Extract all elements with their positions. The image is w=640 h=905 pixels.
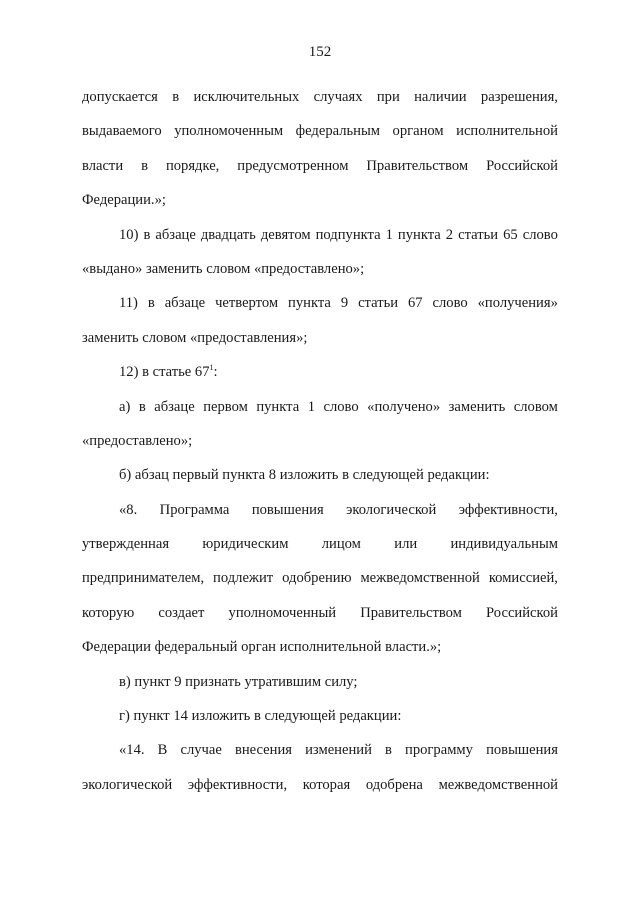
page-number: 152 [308, 44, 332, 60]
text-line: заменить словом «предоставления»; [82, 329, 308, 346]
document-body [82, 80, 558, 802]
text-line: Федерации.»; [82, 192, 166, 209]
text-line: 11) в абзаце четвертом пункта 9 статьи 67 слово «получения» [119, 295, 558, 312]
text-line: выдаваемого уполномоченным федеральным органом исполнительной [82, 123, 558, 140]
text-line: г) пункт 14 изложить в следующей редакции: [119, 708, 402, 725]
text-line: 12) в статье $67^1$: [119, 363, 218, 381]
text-line: Федерации федеральный орган исполнительной власти.»; [82, 639, 442, 656]
text-line: предпринимателем, подлежит одобрению межведомственной комиссией, [82, 570, 558, 587]
text-line: допускается в исключительных случаях при наличии разрешения, [82, 89, 558, 105]
text-line: «14. В случае внесения изменений в программу повышения [119, 742, 558, 759]
text-line: которую создает уполномоченный Правительством Российской [82, 604, 558, 621]
text-line: «8. Программа повышения экологической эффективности, [119, 501, 558, 518]
text-line: «выдано» заменить словом «предоставлено»; [82, 260, 365, 277]
text-line: 10) в абзаце двадцать девятом подпункта 1 пункта 2 статьи 65 слово [119, 226, 558, 243]
text-line: б) абзац первый пункта 8 изложить в следующей редакции: [119, 467, 490, 484]
text-line: экологической эффективности, которая одобрена межведомственной [82, 776, 558, 793]
text-line: а) в абзаце первом пункта 1 слово «получено» заменить словом [119, 398, 558, 415]
text-line: в) пункт 9 признать утратившим силу; [119, 673, 358, 690]
text-line: «предоставлено»; [82, 432, 193, 449]
text-line: утвержденная юридическим лицом или индивидуальным [82, 536, 558, 553]
text-line: власти в порядке, предусмотренном Правительством Российской [82, 157, 558, 174]
